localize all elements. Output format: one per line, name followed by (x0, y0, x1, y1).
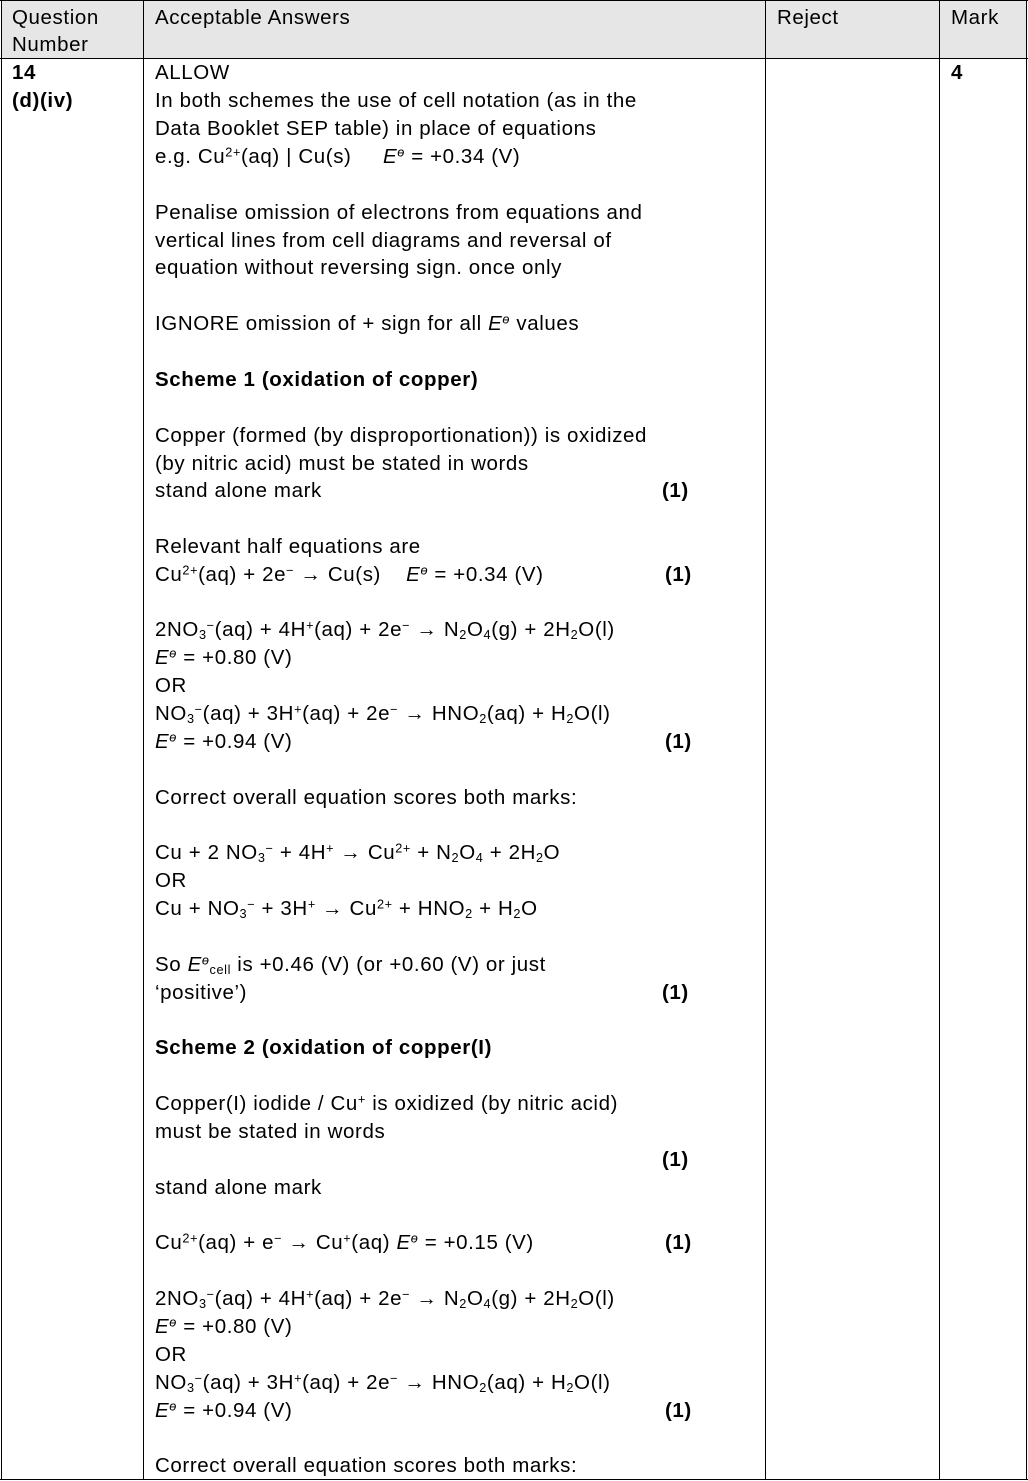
scheme-2-stand-alone: stand alone mark (155, 1176, 322, 1199)
table-bottom-border (0, 1479, 1028, 1480)
correct-overall-1: Correct overall equation scores both marks: (155, 786, 578, 809)
s2-nitrate-hno2-half-equation: $NO_3^-(aq) + 3H^+(aq) + 2e^- \to HNO_2(aq) + H_2O(l)$ (155, 1370, 611, 1396)
nitrate-hno2-half-equation: $NO_3^-(aq) + 3H^+(aq) + 2e^- \to HNO_2(aq) + H_2O(l)$ (155, 701, 611, 727)
copper-half-equation: $Cu^{2+}(aq) + 2e^- \to Cu(s)$ $E^ө = +0.34$ (V) (155, 562, 544, 586)
nitrate-n2o4-potential: $E^ө = +0.80$ (V) (155, 645, 293, 669)
allow-text-line-1: In both schemes the use of cell notation (as in the (155, 89, 637, 112)
question-number-part: (d)(iv) (12, 89, 74, 112)
overall-equation-hno2: $Cu + NO_3^- + 3H^+ \to Cu^{2+} + HNO_2 + H_2O$ (155, 896, 538, 922)
table-header-divider (0, 58, 1028, 59)
header-question-number: Question Number (12, 6, 99, 56)
scheme-1-copper-line-2: (by nitric acid) must be stated in words (155, 452, 529, 475)
scheme-1-mark-4: (1) (662, 981, 689, 1004)
or-2: OR (155, 869, 187, 892)
header-mark: Mark (951, 6, 999, 29)
penalise-line-1: Penalise omission of electrons from equations and (155, 201, 643, 224)
ignore-line: IGNORE omission of + sign for all $E^ө$ values (155, 311, 580, 335)
s2-nitrate-n2o4-potential: $E^ө = +0.80$ (V) (155, 1314, 293, 1338)
question-number-main: 14 (12, 61, 37, 84)
column-divider-1 (143, 0, 144, 1480)
column-divider-2 (765, 0, 766, 1480)
overall-equation-n2o4: Cu + 2 $NO_3^- + 4H^+ \to Cu^{2+} + N_2O_4 + 2H_2O$ (155, 840, 561, 866)
table-right-border (1026, 0, 1027, 1480)
scheme-2-mark-3: (1) (665, 1399, 692, 1422)
scheme-2-title: Scheme 2 (oxidation of copper(I) (155, 1036, 492, 1059)
nitrate-hno2-potential: $E^ө = +0.94$ (V) (155, 729, 293, 753)
scheme-1-mark-2: (1) (665, 563, 692, 586)
scheme-2-line-1: Copper(I) iodide / Cu+ is oxidized (by nitric acid) (155, 1091, 619, 1115)
relevant-half-equations: Relevant half equations are (155, 535, 421, 558)
s2-nitrate-n2o4-half-equation: $2NO_3^-(aq) + 4H^+(aq) + 2e^- \to N_2O_4(g) + 2H_2O(l)$ (155, 1286, 615, 1312)
correct-overall-2: Correct overall equation scores both marks: (155, 1454, 578, 1477)
copper-i-half-equation: $Cu^{2+}(aq) + e^- \to Cu^+(aq) E^ө = +0.15$ (V) (155, 1230, 534, 1254)
scheme-2-mark-1: (1) (662, 1148, 689, 1171)
ecell-line: So $E^ө_{cell}$ is +0.46 (V) (or +0.60 (V) or just (155, 952, 546, 978)
header-acceptable-answers: Acceptable Answers (155, 6, 351, 29)
or-1: OR (155, 674, 187, 697)
allow-heading: ALLOW (155, 61, 230, 84)
scheme-1-mark-3: (1) (665, 730, 692, 753)
penalise-line-2: vertical lines from cell diagrams and reversal of (155, 229, 612, 252)
column-divider-3 (939, 0, 940, 1480)
mark-value: 4 (951, 61, 964, 84)
scheme-2-mark-2: (1) (665, 1231, 692, 1254)
header-reject: Reject (777, 6, 839, 29)
table-left-border (1, 0, 2, 1480)
positive-line: ‘positive’) (155, 981, 248, 1004)
scheme-1-stand-alone: stand alone mark (155, 479, 322, 502)
scheme-1-mark-1: (1) (662, 479, 689, 502)
table-top-border (0, 0, 1028, 1)
s2-nitrate-hno2-potential: $E^ө = +0.94$ (V) (155, 1398, 293, 1422)
penalise-line-3: equation without reversing sign. once only (155, 256, 562, 279)
nitrate-n2o4-half-equation: $2NO_3^-(aq) + 4H^+(aq) + 2e^- \to N_2O_4(g) + 2H_2O(l)$ (155, 617, 615, 643)
scheme-2-line-2: must be stated in words (155, 1120, 386, 1143)
allow-text-line-2: Data Booklet SEP table) in place of equations (155, 117, 597, 140)
or-3: OR (155, 1343, 187, 1366)
scheme-1-copper-line-1: Copper (formed (by disproportionation)) is oxidized (155, 424, 648, 447)
scheme-1-title: Scheme 1 (oxidation of copper) (155, 368, 479, 391)
allow-example: e.g. $Cu^{2+}(aq)$ | Cu(s) $E^ө = +0.34$ (V) (155, 144, 521, 168)
